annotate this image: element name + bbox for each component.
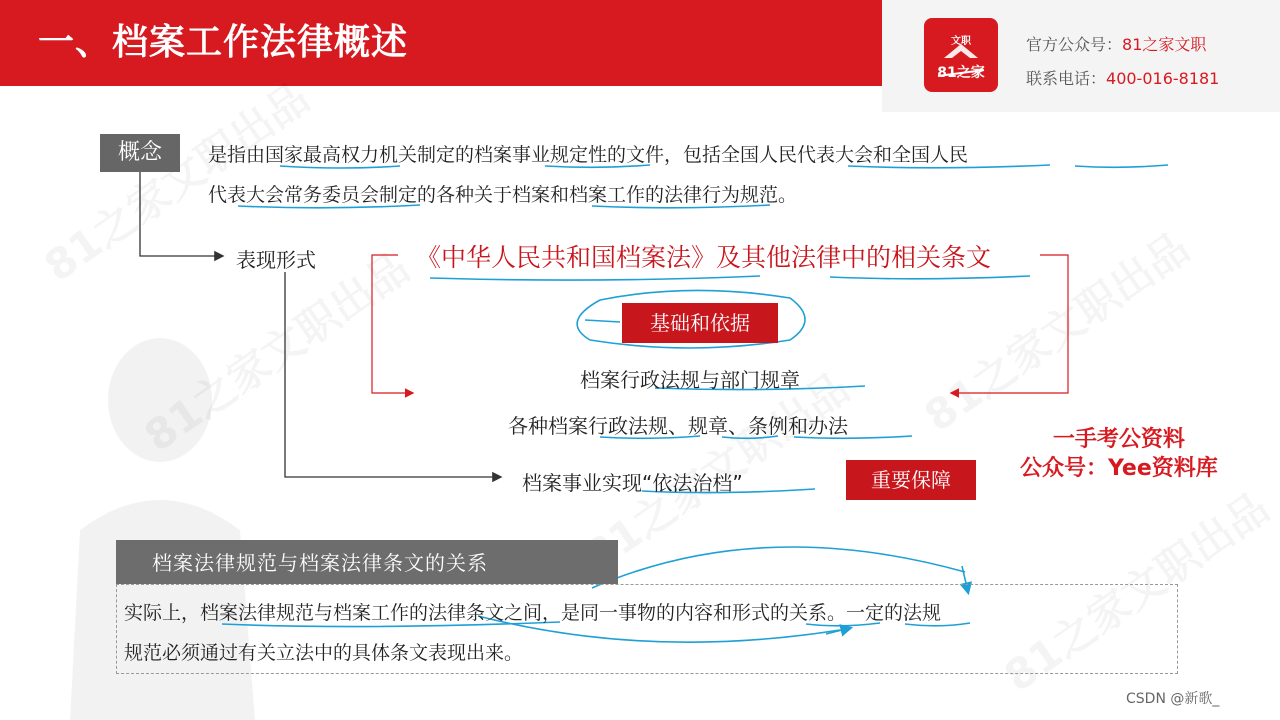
- relation-text-line-1: 实际上，档案法律规范与档案工作的法律条文之间，是同一事物的内容和形式的关系。一定的法规: [124, 602, 942, 624]
- goal-text: 档案事业实现“依法治档”: [522, 471, 743, 495]
- side-note: [1020, 425, 1218, 483]
- relation-text-line-2: 规范必须通过有关立法中的具体条文表现出来。: [124, 642, 524, 664]
- forms-label: 表现形式: [236, 248, 316, 272]
- phone-label: 联系电话：: [1026, 69, 1107, 88]
- page-title: 一、档案工作法律概述: [38, 22, 409, 63]
- logo-text-top: 文职: [951, 36, 971, 47]
- footer-credit: CSDN @新歌_: [1126, 691, 1220, 707]
- guarantee-badge: 重要保障: [846, 460, 976, 500]
- phone-value: 400-016-8181: [1106, 69, 1220, 88]
- account-label: 官方公众号：: [1026, 35, 1123, 54]
- side-note-line-2: 公众号：Yee资料库: [1020, 456, 1218, 481]
- regulation-item-1: 档案行政法规与部门规章: [580, 368, 800, 392]
- basis-badge: 基础和依据: [622, 303, 778, 343]
- relation-title: 档案法律规范与档案法律条文的关系: [152, 551, 488, 575]
- concept-badge: 概念: [100, 134, 180, 172]
- regulation-item-2: 各种档案行政法规、规章、条例和办法: [508, 414, 848, 438]
- account-value: 81之家文职: [1122, 35, 1207, 54]
- concept-text-line-2: 代表大会常务委员会制定的各种关于档案和档案工作的法律行为规范。: [208, 184, 798, 206]
- law-title: 《中华人民共和国档案法》及其他法律中的相关条文: [416, 243, 992, 272]
- logo-text-bottom: 81之家: [937, 65, 985, 81]
- side-note-line-1: 一手考公资料: [1052, 427, 1185, 452]
- concept-text-line-1: 是指由国家最高权力机关制定的档案事业规定性的文件，包括全国人民代表大会和全国人民: [208, 144, 969, 166]
